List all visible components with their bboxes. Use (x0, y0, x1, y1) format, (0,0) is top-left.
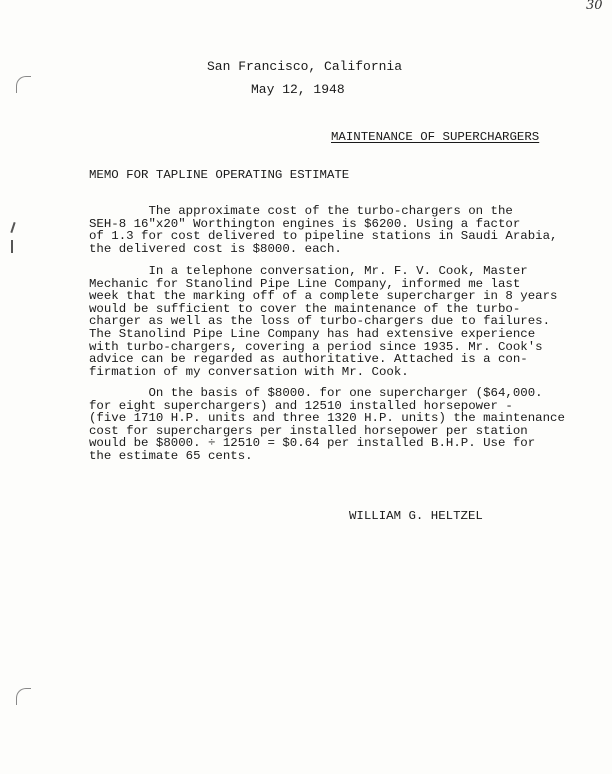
paragraph-line: The approximate cost of the turbo-chargers on the (89, 204, 513, 218)
paragraph-line: would be sufficient to cover the maintenance of the turbo- (89, 301, 521, 316)
paragraph-line: the estimate 65 cents. (89, 448, 253, 463)
hole-punch-mark-bottom (16, 688, 31, 705)
paragraph-line: would be $8000. ÷ 12510 = $0.64 per installed B.H.P. Use for (89, 436, 536, 451)
paragraph-line: On the basis of $8000. for one supercharger ($64,000. (89, 386, 543, 400)
paragraph-line: In a telephone conversation, Mr. F. V. Cook, Master (89, 264, 528, 278)
margin-mark (10, 222, 15, 233)
paragraph-line: Mechanic for Stanolind Pipe Line Company, informed me last (89, 276, 521, 291)
memo-title: MEMO FOR TAPLINE OPERATING ESTIMATE (89, 168, 350, 182)
paragraph-line: advice can be regarded as authoritative. Attached is a con- (89, 352, 528, 367)
memo-subject: MAINTENANCE OF SUPERCHARGERS (331, 130, 540, 144)
hole-punch-mark-top (16, 76, 31, 93)
paragraph-line: cost for superchargers per installed horsepower per station (89, 423, 528, 438)
paragraph-line: firmation of my conversation with Mr. Cook. (89, 364, 409, 379)
page-number: 30 (586, 0, 603, 13)
memo-place: San Francisco, California (207, 59, 403, 74)
paragraph-1 (89, 205, 559, 255)
paragraph-line: (five 1710 H.P. units and three 1320 H.P. units) the maintenance (89, 411, 565, 426)
memo-date: May 12, 1948 (251, 82, 345, 97)
paragraph-line: charger as well as the loss of turbo-chargers due to failures. (89, 314, 551, 329)
paragraph-line: for eight superchargers) and 12510 installed horsepower - (89, 398, 513, 413)
paragraph-line: week that the marking off of a complete supercharger in 8 years (89, 289, 558, 304)
paragraph-line: The Stanolind Pipe Line Company has had extensive experience (89, 326, 536, 341)
paragraph-2 (89, 265, 559, 378)
paragraph-line: the delivered cost is $8000. each. (89, 241, 342, 256)
signature-name: WILLIAM G. HELTZEL (349, 509, 483, 523)
paragraph-3 (89, 386, 565, 463)
paragraph-line: of 1.3 for cost delivered to pipeline stations in Saudi Arabia, (89, 229, 558, 244)
margin-mark (11, 240, 13, 253)
paragraph-line: SEH-8 16"x20" Worthington engines is $6200. Using a factor (89, 216, 521, 231)
paragraph-line: with turbo-chargers, covering a period since 1935. Mr. Cook's (89, 339, 543, 354)
